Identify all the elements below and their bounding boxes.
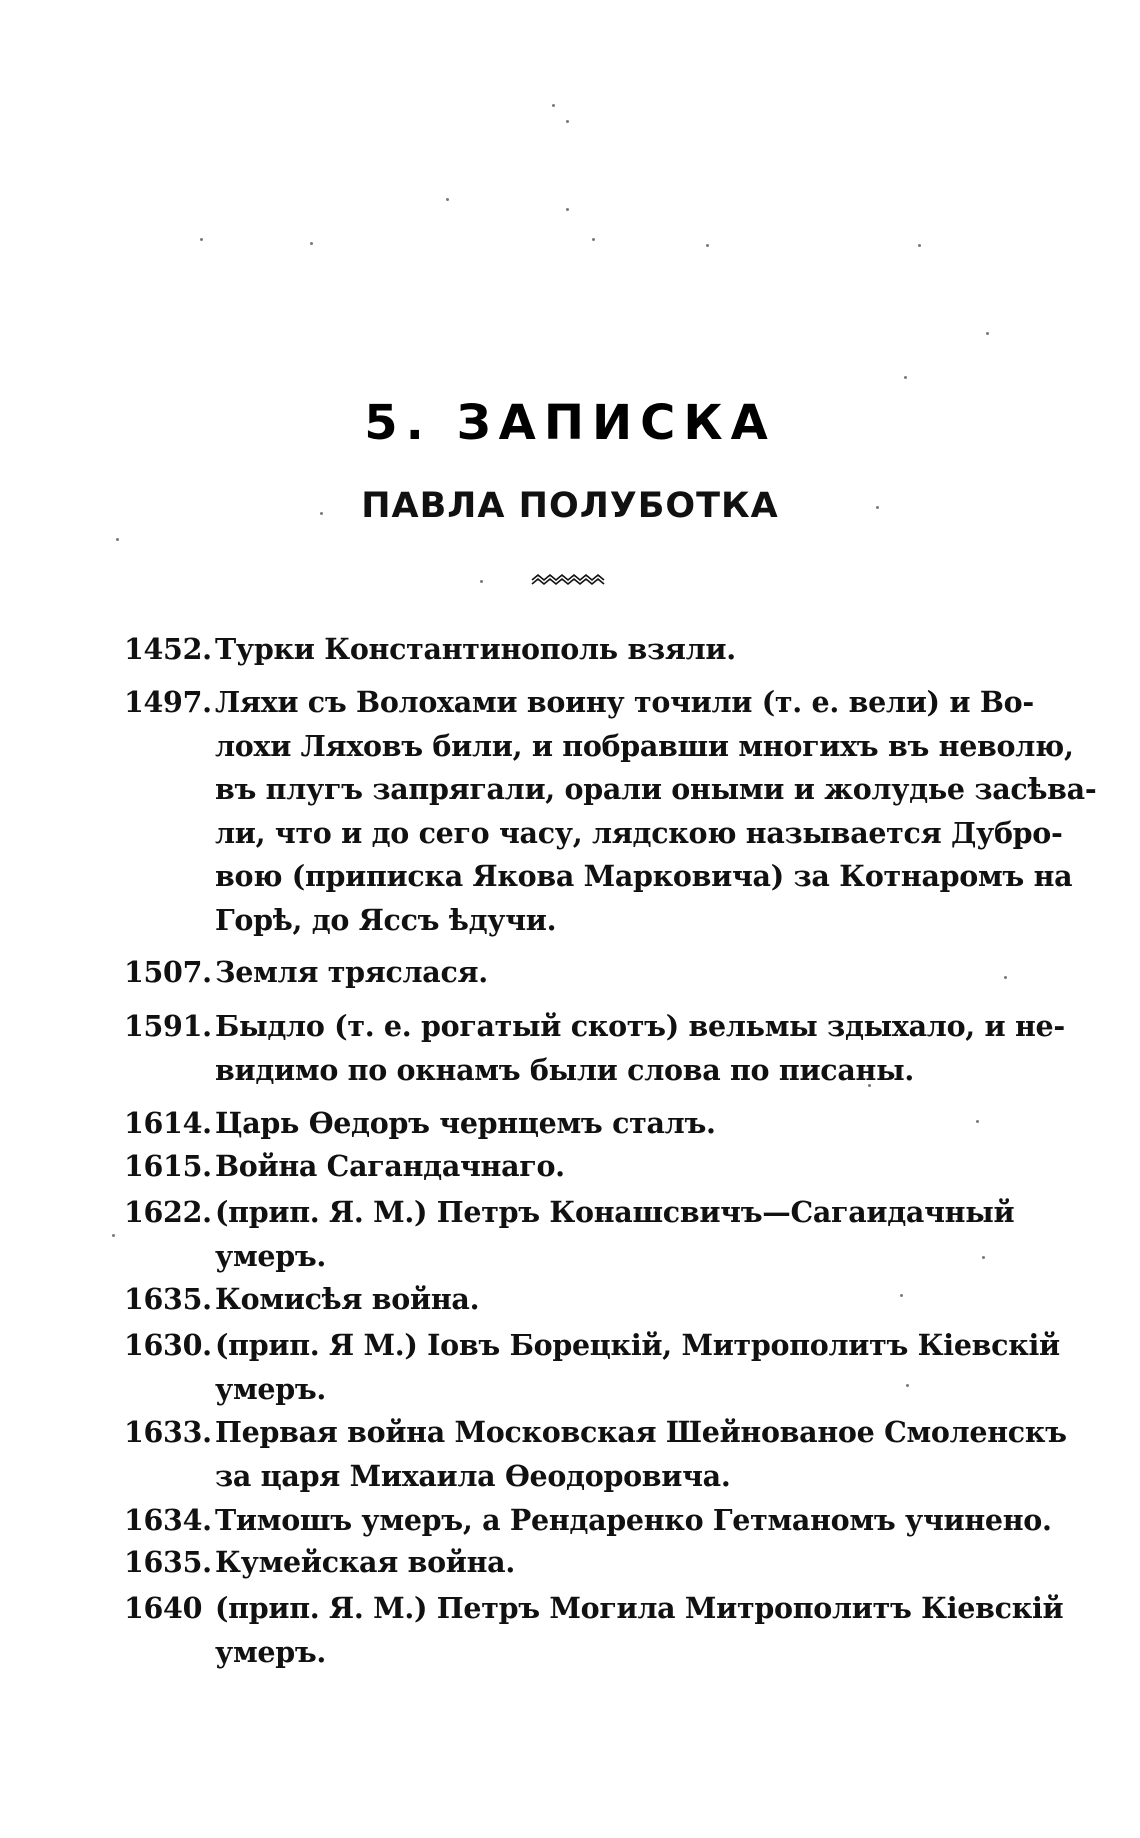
- chronicle-entry: [124, 1324, 1060, 1411]
- entry-line: Комисѣя война.: [215, 1282, 480, 1316]
- entry-line: ли, что и до сего часу, лядскою называется Дубро-: [215, 815, 1063, 850]
- entry-year: 1633.: [124, 1415, 212, 1449]
- entry-line: Кумейская война.: [215, 1545, 515, 1579]
- entry-line: Земля тряслася.: [215, 955, 488, 989]
- chronicle-entry: [124, 1541, 1009, 1585]
- chronicle-entry: [124, 1191, 1015, 1278]
- entry-line: Первая война Московская Шейнованое Смоленскъ: [215, 1415, 1067, 1449]
- entry-line: (прип. Я. М.) Петръ Конашсвичъ—Сагаидачный: [215, 1195, 1015, 1229]
- entry-line: Тимошъ умеръ, а Рендаренко Гетманомъ учинено.: [215, 1503, 1052, 1537]
- entry-line: умеръ.: [215, 1238, 327, 1273]
- entry-line: Турки Константинополь взяли.: [215, 632, 736, 666]
- entry-line: Царь Өедоръ чернцемъ сталъ.: [215, 1106, 716, 1140]
- entry-year: 1591.: [124, 1009, 212, 1043]
- entry-line: за царя Михаила Өеодоровича.: [215, 1458, 731, 1493]
- entry-year: 1635.: [124, 1282, 212, 1316]
- entry-line: (прип. Я М.) Іовъ Борецкій, Митрополитъ Кіевскій: [215, 1328, 1060, 1362]
- entry-line: вою (приписка Якова Марковича) за Котнаромъ на: [215, 859, 1073, 893]
- entry-line: Быдло (т. е. рогатый скотъ) вельмы здыхало, и не-: [215, 1009, 1065, 1043]
- entry-line: умеръ.: [215, 1634, 327, 1669]
- entry-year: 1622.: [124, 1195, 212, 1229]
- wavy-rule-ornament: [530, 572, 606, 588]
- entry-year: 1614.: [124, 1106, 212, 1140]
- chronicle-entry: [124, 1102, 1009, 1146]
- entry-year: 1635.: [124, 1545, 212, 1579]
- entry-year: 1640: [124, 1591, 203, 1625]
- entry-line: Ляхи съ Волохами воину точили (т. е. вели) и Во-: [215, 685, 1034, 719]
- chronicle-entry: [124, 1587, 1064, 1674]
- entry-line: (прип. Я. М.) Петръ Могила Митрополитъ Кіевскій: [215, 1591, 1064, 1625]
- chronicle-entry: [124, 1499, 1052, 1543]
- entry-year: 1615.: [124, 1149, 212, 1183]
- entry-line: Горѣ, до Яссъ ѣдучи.: [215, 902, 557, 937]
- entry-year: 1507.: [124, 955, 212, 989]
- chronicle-entry: [124, 1411, 1067, 1498]
- chronicle-entry: [124, 681, 1097, 942]
- chronicle-entry: [124, 1005, 1065, 1092]
- chronicle-entry: [124, 1145, 1009, 1189]
- entry-line: видимо по окнамъ были слова по писаны.: [215, 1052, 914, 1087]
- entry-year: 1634.: [124, 1503, 212, 1537]
- entry-year: 1630.: [124, 1328, 212, 1362]
- entry-year: 1452.: [124, 632, 212, 666]
- entry-line: лохи Ляховъ били, и побравши многихъ въ неволю,: [215, 728, 1074, 763]
- page-title: 5. ЗАПИСКА: [364, 395, 776, 451]
- entry-line: Война Сагандачнаго.: [215, 1149, 565, 1183]
- entry-line: въ плугъ запрягали, орали оными и жолудье засѣва-: [215, 772, 1097, 806]
- entry-line: умеръ.: [215, 1371, 327, 1406]
- page-subtitle: ПАВЛА ПОЛУБОТКА: [361, 486, 779, 526]
- chronicle-entry: [124, 1278, 1009, 1322]
- chronicle-entry: [124, 951, 1009, 995]
- entry-year: 1497.: [124, 685, 212, 719]
- chronicle-entry: [124, 628, 1009, 672]
